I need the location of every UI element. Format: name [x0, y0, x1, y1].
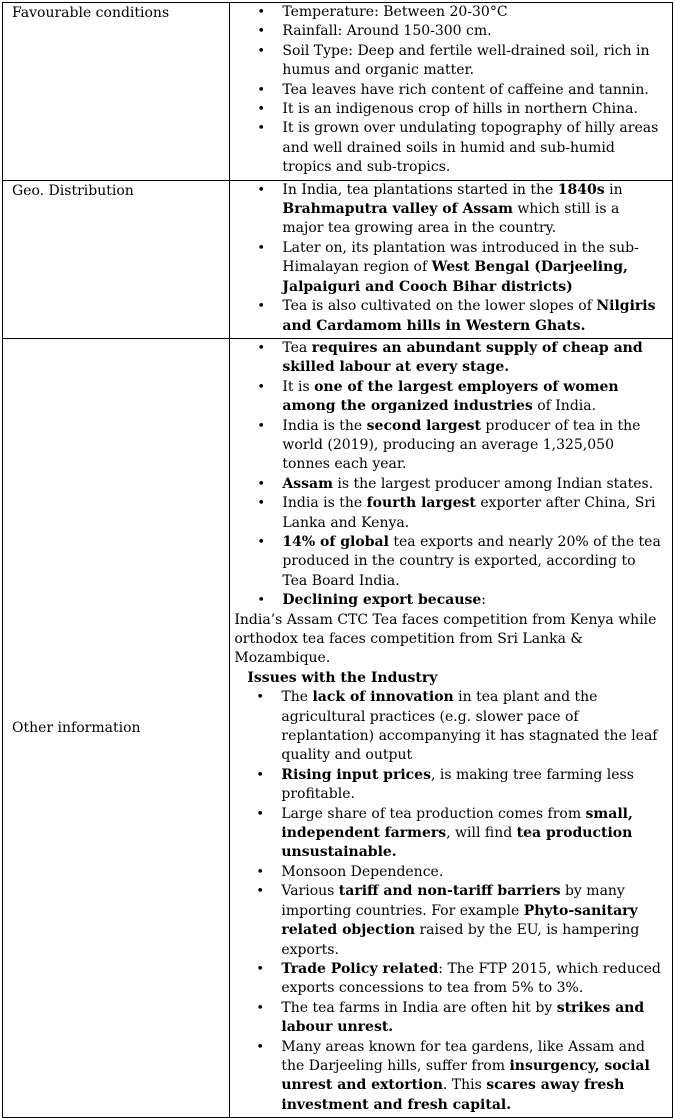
list-item	[234, 22, 664, 41]
text: of India.	[532, 398, 597, 415]
bold-text: fourth largest	[366, 495, 476, 512]
bold-text: Nilgiris and Cardamom hills in Western Ghats.	[282, 298, 656, 334]
bold-text: lack of innovation	[312, 689, 454, 706]
text: Many areas known for tea gardens, like Assam and the Darjeeling hills, suffer from	[281, 1038, 645, 1074]
list-item	[234, 3, 664, 22]
text: Temperature: Between 20-30°C	[282, 4, 508, 20]
export-competition-paragraph: India’s Assam CTC Tea faces competition from Kenya while orthodox tea faces competition from Sri Lanka & Mozambique.	[234, 611, 657, 667]
list-item	[234, 766, 664, 805]
list-item	[234, 239, 664, 297]
list-item	[234, 863, 664, 882]
text: Tea	[282, 339, 312, 356]
bold-text: Brahmaputra valley of Assam	[282, 201, 513, 218]
table-row-geo-distribution	[3, 180, 673, 338]
text: Large share of tea production comes from	[281, 805, 586, 822]
bold-text: requires an abundant supply of cheap and skilled labour at every stage.	[282, 339, 643, 376]
text: , is making tree farming less profitable.	[281, 766, 634, 803]
text: producer of tea in the world (2019), producing an average 1,325,050 tonnes each year.	[282, 417, 641, 473]
row-content	[230, 3, 673, 181]
list-item	[234, 688, 664, 766]
text: The tea farms in India are often hit by	[281, 999, 557, 1016]
list-item	[234, 591, 664, 610]
bold-text: Declining export because	[282, 592, 482, 609]
bold-text: tariff and non-tariff barriers	[338, 883, 561, 900]
text: India is the	[282, 417, 367, 434]
list-item	[234, 999, 664, 1038]
text: is the largest producer among Indian states.	[332, 475, 654, 492]
bold-text: Rising input prices	[281, 766, 431, 783]
text: tea exports and nearly 20% of the tea produced in the country is exported, according to Tea Board India.	[282, 533, 661, 589]
text: in	[604, 181, 623, 198]
text: . This	[442, 1077, 487, 1094]
bold-text: 14% of global	[282, 533, 389, 550]
text: in tea plant and the agricultural practices (e.g. slower pace of replantation) accompanying it has stagnated the leaf quality and output	[281, 689, 658, 764]
list-item	[234, 475, 664, 494]
bold-text: strikes and labour unrest.	[281, 999, 645, 1036]
table-row-other-information	[3, 338, 673, 1117]
list-item	[234, 960, 664, 999]
text: It is an indigenous crop of hills in northern China.	[282, 101, 638, 118]
bullet-list	[234, 3, 664, 178]
text: In India, tea plantations started in the	[282, 181, 558, 198]
issues-heading: Issues with the Industry	[247, 669, 438, 686]
text: by many importing countries. For example	[281, 883, 625, 919]
bold-text: second largest	[366, 417, 481, 434]
bold-text: scares away fresh investment and fresh capital.	[281, 1077, 625, 1113]
list-item	[234, 533, 664, 591]
list-item	[234, 100, 664, 119]
list-item	[234, 181, 664, 239]
bold-text: small, independent farmers	[281, 805, 633, 842]
bold-text: 1840s	[557, 181, 605, 198]
list-item	[234, 297, 664, 336]
row-content	[230, 180, 673, 338]
text: Monsoon Dependence.	[281, 863, 444, 880]
text: raised by the EU, is hampering exports.	[281, 922, 640, 958]
bullet-list	[234, 339, 664, 611]
list-item	[234, 339, 664, 378]
issues-list	[234, 688, 664, 1115]
list-item	[234, 494, 664, 533]
text: The	[281, 689, 313, 706]
row-label: Favourable conditions	[3, 3, 230, 181]
text: : The FTP 2015, which reduced exports concessions to tea from 5% to 3%.	[281, 960, 661, 997]
text: Later on, its plantation was introduced in the sub-Himalayan region of	[282, 239, 639, 276]
text: India is the	[282, 495, 367, 512]
bold-text: one of the largest employers of women among the organized industries	[282, 378, 619, 415]
text: exporter after China, Sri Lanka and Kenya.	[282, 495, 656, 531]
bold-text: Trade Policy related	[281, 960, 439, 977]
row-content	[230, 338, 673, 1117]
text: Rainfall: Around 150-300 cm.	[282, 23, 492, 40]
list-item	[234, 378, 664, 417]
list-item	[234, 81, 664, 100]
bold-text: Assam	[282, 475, 333, 492]
bold-text: tea production unsustainable.	[281, 825, 633, 861]
bold-text: West Bengal (Darjeeling, Jalpaiguri and Cooch Bihar districts)	[282, 259, 628, 295]
row-label: Geo. Distribution	[3, 180, 230, 338]
tea-info-table	[2, 2, 673, 1118]
text: which still is a major tea growing area in the country.	[282, 201, 620, 237]
text: Tea is also cultivated on the lower slopes of	[282, 298, 597, 315]
row-label: Other information	[3, 338, 230, 1117]
bold-text: Phyto-sanitary related objection	[281, 902, 638, 939]
text: Tea leaves have rich content of caffeine and tannin.	[282, 81, 649, 98]
text: :	[481, 592, 486, 609]
list-item	[234, 882, 664, 960]
list-item	[234, 119, 664, 177]
text: It is	[282, 378, 315, 395]
text: Soil Type: Deep and fertile well-drained soil, rich in humus and organic matter.	[282, 42, 650, 79]
text: , will find	[446, 825, 517, 842]
list-item	[234, 1038, 664, 1116]
table-row-favourable-conditions	[3, 3, 673, 181]
list-item	[234, 42, 664, 81]
list-item	[234, 805, 664, 863]
bold-text: insurgency, social unrest and extortion	[281, 1057, 650, 1094]
bullet-list	[234, 181, 664, 336]
text: It is grown over undulating topography of hilly areas and well drained soils in humid and sub-humid tropics and sub-tropics.	[282, 120, 659, 176]
text: Various	[281, 883, 339, 900]
list-item	[234, 417, 664, 475]
